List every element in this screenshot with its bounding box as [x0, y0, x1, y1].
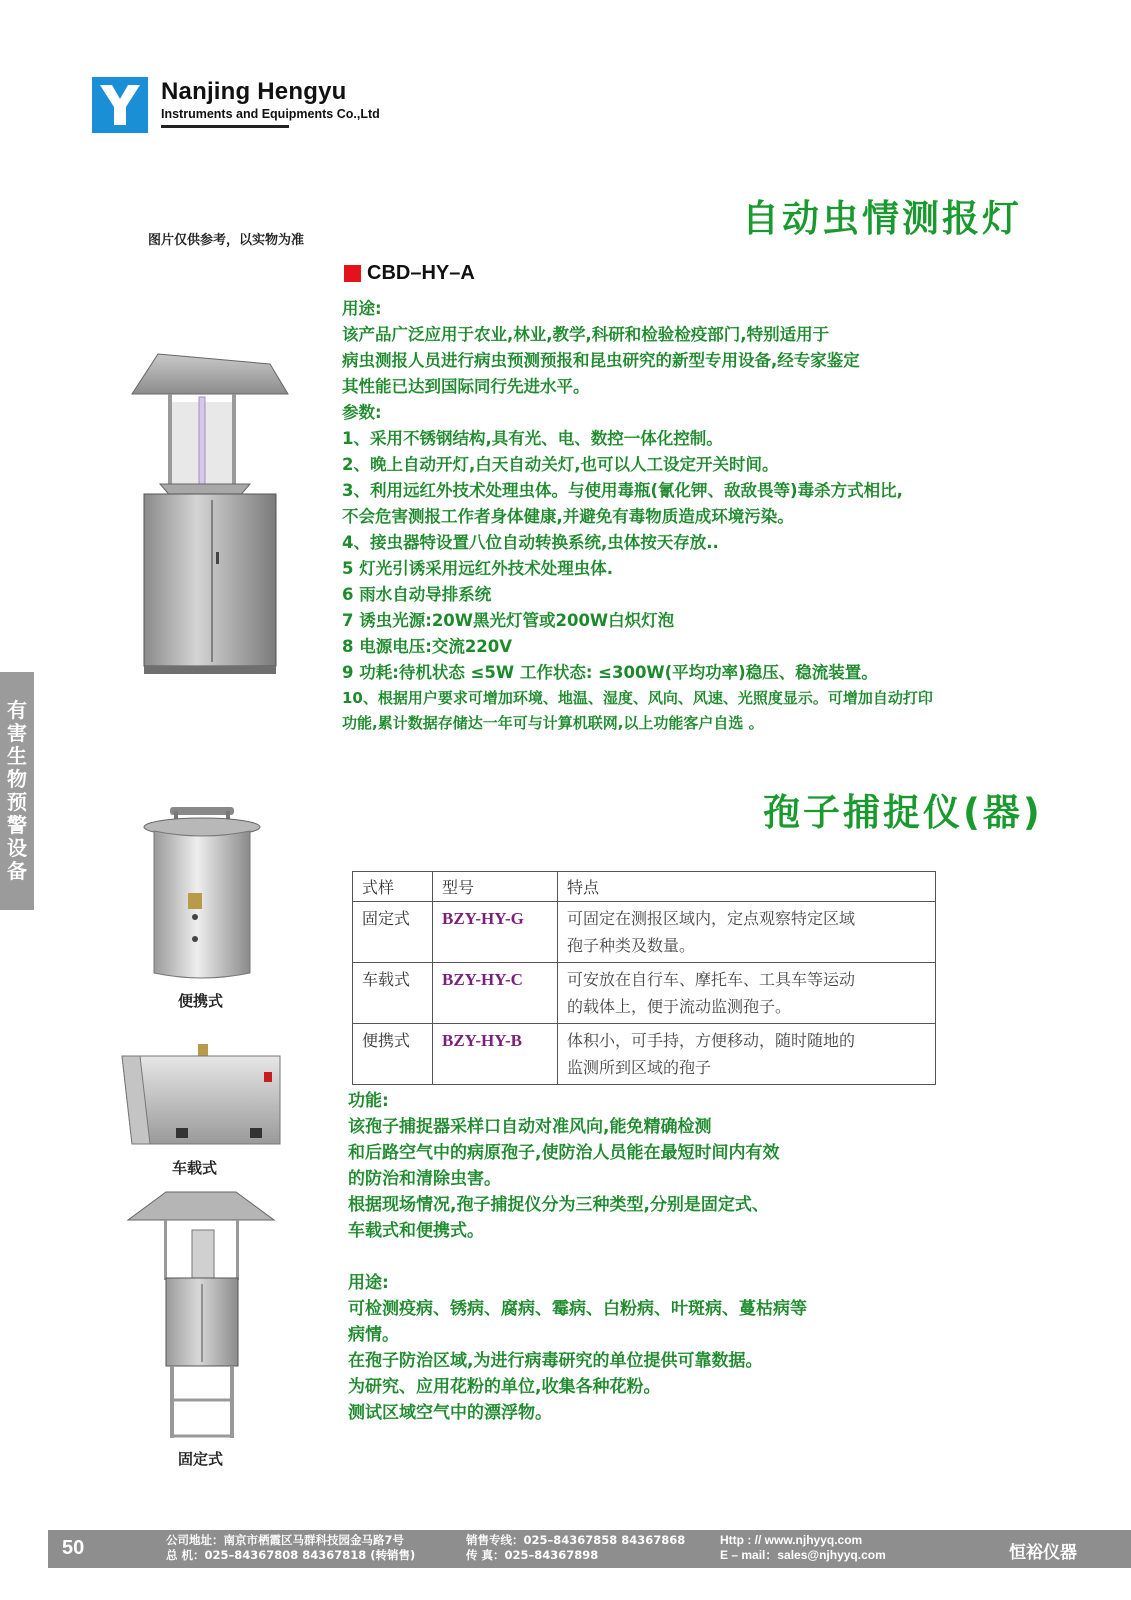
desc-line: 2、晚上自动开灯,白天自动关灯,也可以人工设定开关时间。	[342, 455, 779, 474]
spacer	[348, 1244, 908, 1270]
feature-line: 监测所到区域的孢子	[567, 1058, 712, 1077]
cell-feature	[558, 902, 936, 963]
desc-line: 用途:	[342, 299, 382, 318]
company-logo	[92, 77, 148, 133]
footer-sales-line: 销售专线：025–84367858 84367868	[466, 1533, 686, 1547]
footer-email[interactable]: E – mail：sales@njhyyq.com	[720, 1548, 886, 1562]
desc-line: 功能,累计数据存储达一年可与计算机联网,以上功能客户自选 。	[342, 714, 764, 732]
table-row	[353, 1024, 936, 1085]
feature-line: 可固定在测报区域内，定点观察特定区域	[567, 909, 856, 928]
side-tab-char: 设	[7, 836, 27, 860]
cell-feature	[558, 1024, 936, 1085]
logo-y-icon	[92, 77, 148, 133]
feature-line: 孢子种类及数量。	[567, 936, 696, 955]
caption-portable: 便携式	[178, 992, 224, 1010]
section-title-insect-lamp: 自动虫情测报灯	[742, 197, 1022, 240]
side-tab-char: 生	[7, 744, 27, 768]
page-number: 50	[62, 1537, 85, 1559]
image-disclaimer: 图片仅供参考，以实物为准	[148, 233, 305, 248]
func-line: 和后路空气中的病原孢子,使防治人员能在最短时间内有效	[348, 1143, 780, 1163]
footer-brand: 恒裕仪器	[1009, 1543, 1077, 1563]
cell-model: BZY-HY-G	[433, 902, 558, 963]
side-tab-char: 有	[7, 698, 27, 722]
cell-feature	[558, 963, 936, 1024]
usage-line: 病情。	[348, 1325, 399, 1345]
side-tab-char: 警	[7, 813, 27, 837]
desc-line: 4、接虫器特设置八位自动转换系统,虫体按天存放..	[342, 533, 719, 552]
footer-website[interactable]: Http : // www.njhyyq.com	[720, 1533, 863, 1547]
usage-line: 为研究、应用花粉的单位,收集各种花粉。	[348, 1377, 661, 1397]
desc-line: 参数:	[342, 403, 382, 422]
feature-line: 体积小，可手持，方便移动，随时随地的	[567, 1031, 856, 1050]
desc-line: 其性能已达到国际同行先进水平。	[342, 377, 590, 396]
desc-line: 7 诱虫光源:20W黑光灯管或200W白炽灯泡	[342, 611, 675, 630]
vehicle-spore-trap-image	[118, 1040, 288, 1150]
desc-line: 1、采用不锈钢结构,具有光、电、数控一体化控制。	[342, 429, 723, 448]
portable-spore-trap-image	[142, 805, 262, 985]
fixed-spore-trap-image	[126, 1190, 276, 1445]
footer-sales	[466, 1533, 685, 1563]
usage-line: 用途:	[348, 1273, 389, 1293]
side-tab-char: 害	[7, 721, 27, 745]
desc-line: 不会危害测报工作者身体健康,并避免有毒物质造成环境污染。	[342, 507, 794, 526]
usage-line: 可检测疫病、锈病、腐病、霉病、白粉病、叶斑病、蔓枯病等	[348, 1299, 807, 1319]
model-line	[344, 262, 475, 285]
table-header-row	[353, 872, 936, 902]
red-square-icon	[344, 265, 361, 282]
desc-line: 8 电源电压:交流220V	[342, 637, 513, 656]
table-row	[353, 902, 936, 963]
feature-line: 的载体上，便于流动监测孢子。	[567, 997, 792, 1016]
brand-subtitle: Instruments and Equipments Co.,Ltd	[161, 107, 380, 121]
side-category-tab	[0, 672, 34, 910]
func-line: 该孢子捕捉器采样口自动对准风向,能免精确检测	[348, 1117, 712, 1137]
func-line: 的防治和清除虫害。	[348, 1169, 501, 1189]
brand-underline	[161, 125, 289, 128]
brand-name: Nanjing Hengyu	[161, 78, 347, 105]
spore-trap-description	[348, 1088, 908, 1426]
footer-phone-line: 总 机：025–84367808 84367818 (转销售)	[166, 1548, 416, 1562]
insect-lamp-description	[342, 296, 1042, 736]
cell-style: 固定式	[353, 902, 433, 963]
spore-trap-table	[352, 871, 936, 1085]
cell-model: BZY-HY-B	[433, 1024, 558, 1085]
footer-web	[720, 1533, 886, 1563]
usage-line: 在孢子防治区域,为进行病毒研究的单位提供可靠数据。	[348, 1351, 763, 1371]
feature-line: 可安放在自行车、摩托车、工具车等运动	[567, 970, 856, 989]
func-line: 功能:	[348, 1091, 389, 1111]
cell-style: 便携式	[353, 1024, 433, 1085]
footer-fax-line: 传 真：025–84367898	[466, 1548, 599, 1562]
desc-line: 5 灯光引诱采用远红外技术处理虫体.	[342, 559, 613, 578]
caption-fixed: 固定式	[178, 1450, 224, 1468]
section-title-spore-trap: 孢子捕捉仪(器)	[763, 791, 1043, 834]
model-number: CBD–HY–A	[367, 262, 475, 284]
table-header: 型号	[433, 872, 558, 902]
desc-line: 病虫测报人员进行病虫预测预报和昆虫研究的新型专用设备,经专家鉴定	[342, 351, 860, 370]
desc-line: 3、利用远红外技术处理虫体。与使用毒瓶(氰化钾、敌敌畏等)毒杀方式相比,	[342, 481, 903, 500]
side-tab-char: 预	[7, 790, 27, 814]
func-line: 根据现场情况,孢子捕捉仪分为三种类型,分别是固定式、	[348, 1195, 769, 1215]
desc-line: 10、根据用户要求可增加环境、地温、湿度、风向、风速、光照度显示。可增加自动打印	[342, 689, 933, 707]
table-row	[353, 963, 936, 1024]
cell-style: 车载式	[353, 963, 433, 1024]
cell-model: BZY-HY-C	[433, 963, 558, 1024]
side-tab-char: 备	[7, 859, 27, 883]
insect-lamp-image	[130, 352, 290, 682]
side-tab-char: 物	[7, 767, 27, 791]
desc-line: 该产品广泛应用于农业,林业,教学,科研和检验检疫部门,特别适用于	[342, 325, 830, 344]
func-line: 车载式和便携式。	[348, 1221, 484, 1241]
caption-vehicle: 车载式	[172, 1159, 218, 1177]
footer-address	[166, 1533, 415, 1563]
page-footer	[48, 1530, 1131, 1568]
desc-line: 6 雨水自动导排系统	[342, 585, 492, 604]
table-header: 特点	[558, 872, 936, 902]
table-header: 式样	[353, 872, 433, 902]
desc-line: 9 功耗:待机状态 ≤5W 工作状态: ≤300W(平均功率)稳压、稳流装置。	[342, 663, 878, 682]
usage-line: 测试区域空气中的漂浮物。	[348, 1403, 552, 1423]
footer-address-line: 公司地址：南京市栖霞区马群科技园金马路7号	[166, 1533, 404, 1547]
